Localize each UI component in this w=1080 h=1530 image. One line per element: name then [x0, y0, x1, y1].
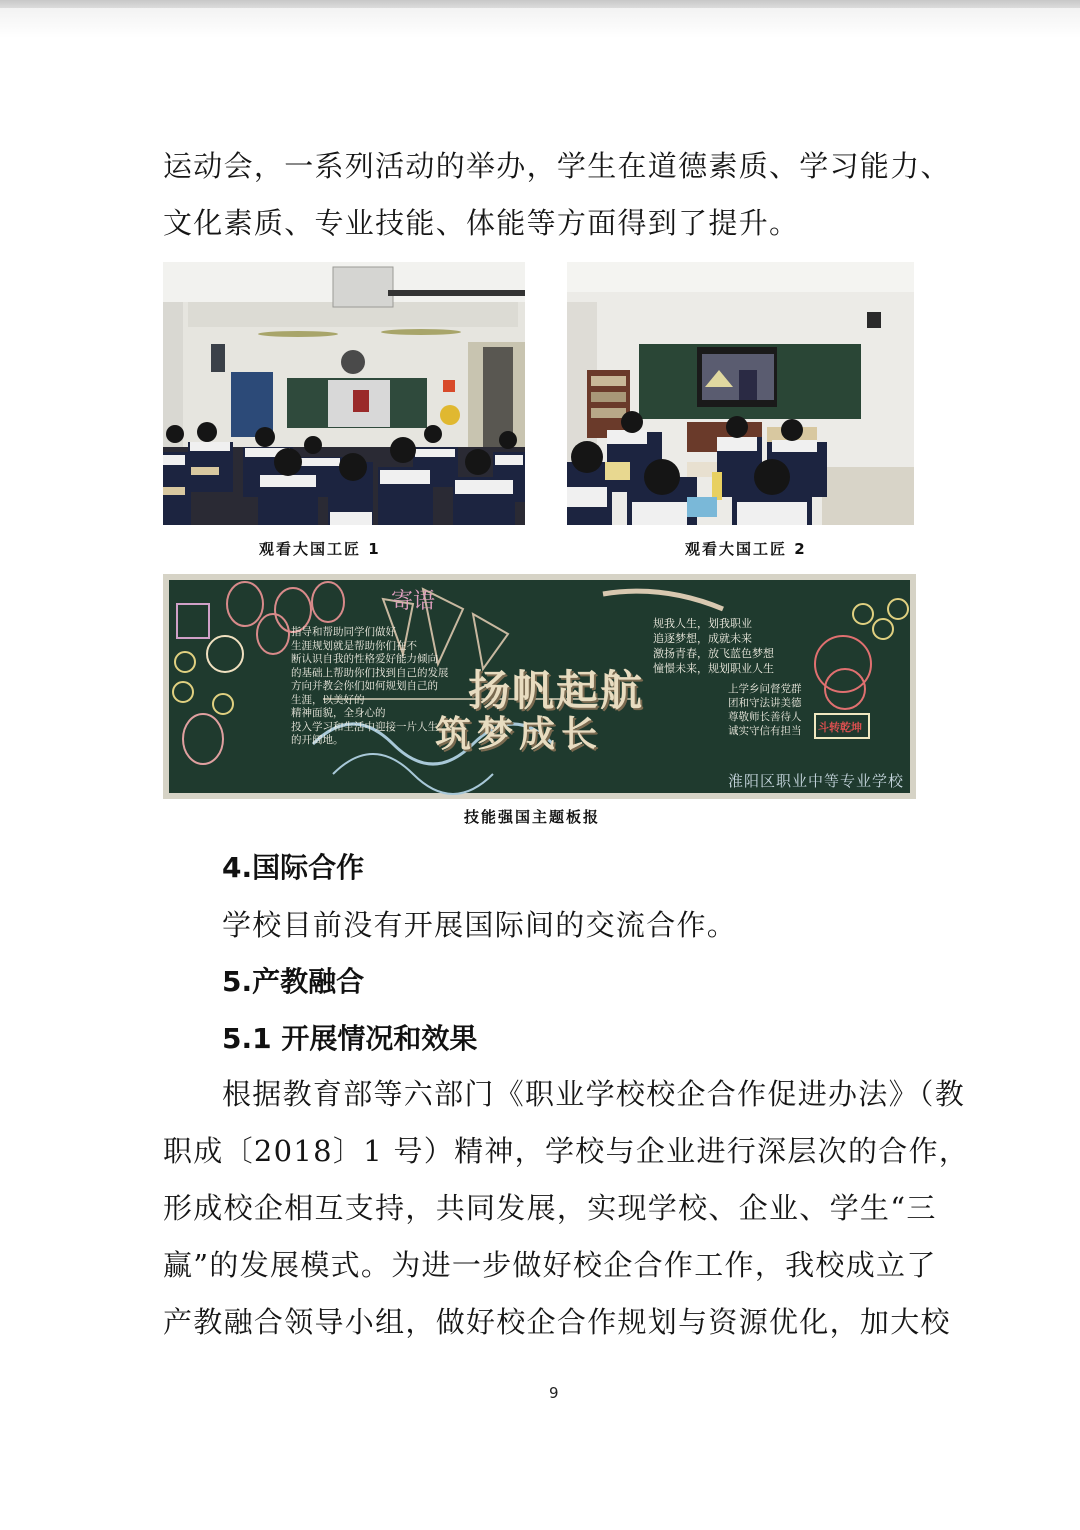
blackboard-school-name: 淮阳区职业中等专业学校	[728, 772, 905, 790]
chalk-line: 上学乡问督党群	[728, 683, 802, 695]
text-line: 运动会，一系列活动的举办，学生在道德素质、学习能力、	[163, 149, 951, 183]
section-5-heading: 5.产教融合	[222, 965, 365, 998]
blackboard-scroll-text: 斗转乾坤	[818, 721, 862, 734]
chalk-line: 指导和帮助同学们做好	[291, 626, 396, 638]
blackboard-main-title-line2: 筑梦成长	[435, 714, 604, 755]
chalk-line: 规我人生，划我职业	[653, 617, 752, 630]
intro-paragraph	[163, 138, 951, 252]
photo-watching-craftsmen-1	[163, 262, 525, 525]
classroom-photo-2-image	[567, 262, 914, 525]
section-4-body	[222, 897, 922, 954]
page-number: 9	[549, 1384, 559, 1402]
scan-top-shadow	[0, 8, 1080, 38]
text-line: 学校目前没有开展国际间的交流合作。	[222, 908, 738, 942]
text-line: 形成校企相互支持，共同发展，实现学校、企业、学生“三	[163, 1191, 937, 1225]
text-line: 职成〔2018〕1 号）精神，学校与企业进行深层次的合作，	[163, 1134, 970, 1168]
chalk-line: 生涯，以美好的	[291, 693, 365, 706]
chalk-line: 的基础上帮助你们找到自己的发展	[291, 666, 449, 679]
text-line: 赢”的发展模式。为进一步做好校企合作工作，我校成立了	[163, 1248, 937, 1282]
chalk-line: 方向并教会你们如何规划自己的	[291, 680, 438, 692]
blackboard-corner-title: 寄语	[391, 589, 436, 614]
caption-photo-1: 观看大国工匠 1	[259, 540, 381, 558]
section-5-1-heading: 5.1 开展情况和效果	[222, 1022, 478, 1055]
blackboard-right-top-text	[653, 616, 813, 676]
chalk-line: 断认识自我的性格爱好能力倾向	[291, 653, 438, 665]
chalk-line: 生涯规划就是帮助你们在不	[291, 639, 417, 652]
classroom-photo-1-image	[163, 262, 525, 525]
chalk-line: 尊敬师长善待人	[728, 711, 802, 723]
chalk-line: 憧憬未来，规划职业人生	[653, 662, 774, 675]
blackboard-right-bottom-text	[728, 682, 828, 738]
chalk-line: 的开阔地。	[291, 734, 344, 746]
text-line: 文化素质、专业技能、体能等方面得到了提升。	[163, 206, 800, 240]
text-line: 产教融合领导小组，做好校企合作规划与资源优化，加大校	[163, 1305, 951, 1339]
section-5-1-body	[163, 1066, 970, 1351]
blackboard-main-title-line1: 扬帆起航	[468, 666, 645, 715]
chalk-line: 诚实守信有担当	[728, 725, 802, 737]
chalk-line: 团和守法讲美德	[728, 697, 802, 709]
blackboard-photo	[163, 574, 916, 799]
scan-top-edge	[0, 0, 1080, 8]
chalk-line: 投入学习和生活中迎接一片人生	[291, 720, 438, 733]
text-line: 根据教育部等六部门《职业学校校企合作促进办法》（教	[222, 1077, 966, 1111]
chalk-line: 精神面貌，全身心的	[291, 707, 386, 719]
section-4-heading: 4.国际合作	[222, 851, 365, 884]
chalk-line: 追逐梦想，成就未来	[653, 632, 752, 645]
caption-blackboard: 技能强国主题板报	[464, 808, 601, 826]
photo-watching-craftsmen-2	[567, 262, 914, 525]
chalk-line: 激扬青春，放飞蓝色梦想	[653, 647, 774, 660]
caption-photo-2: 观看大国工匠 2	[685, 540, 807, 558]
